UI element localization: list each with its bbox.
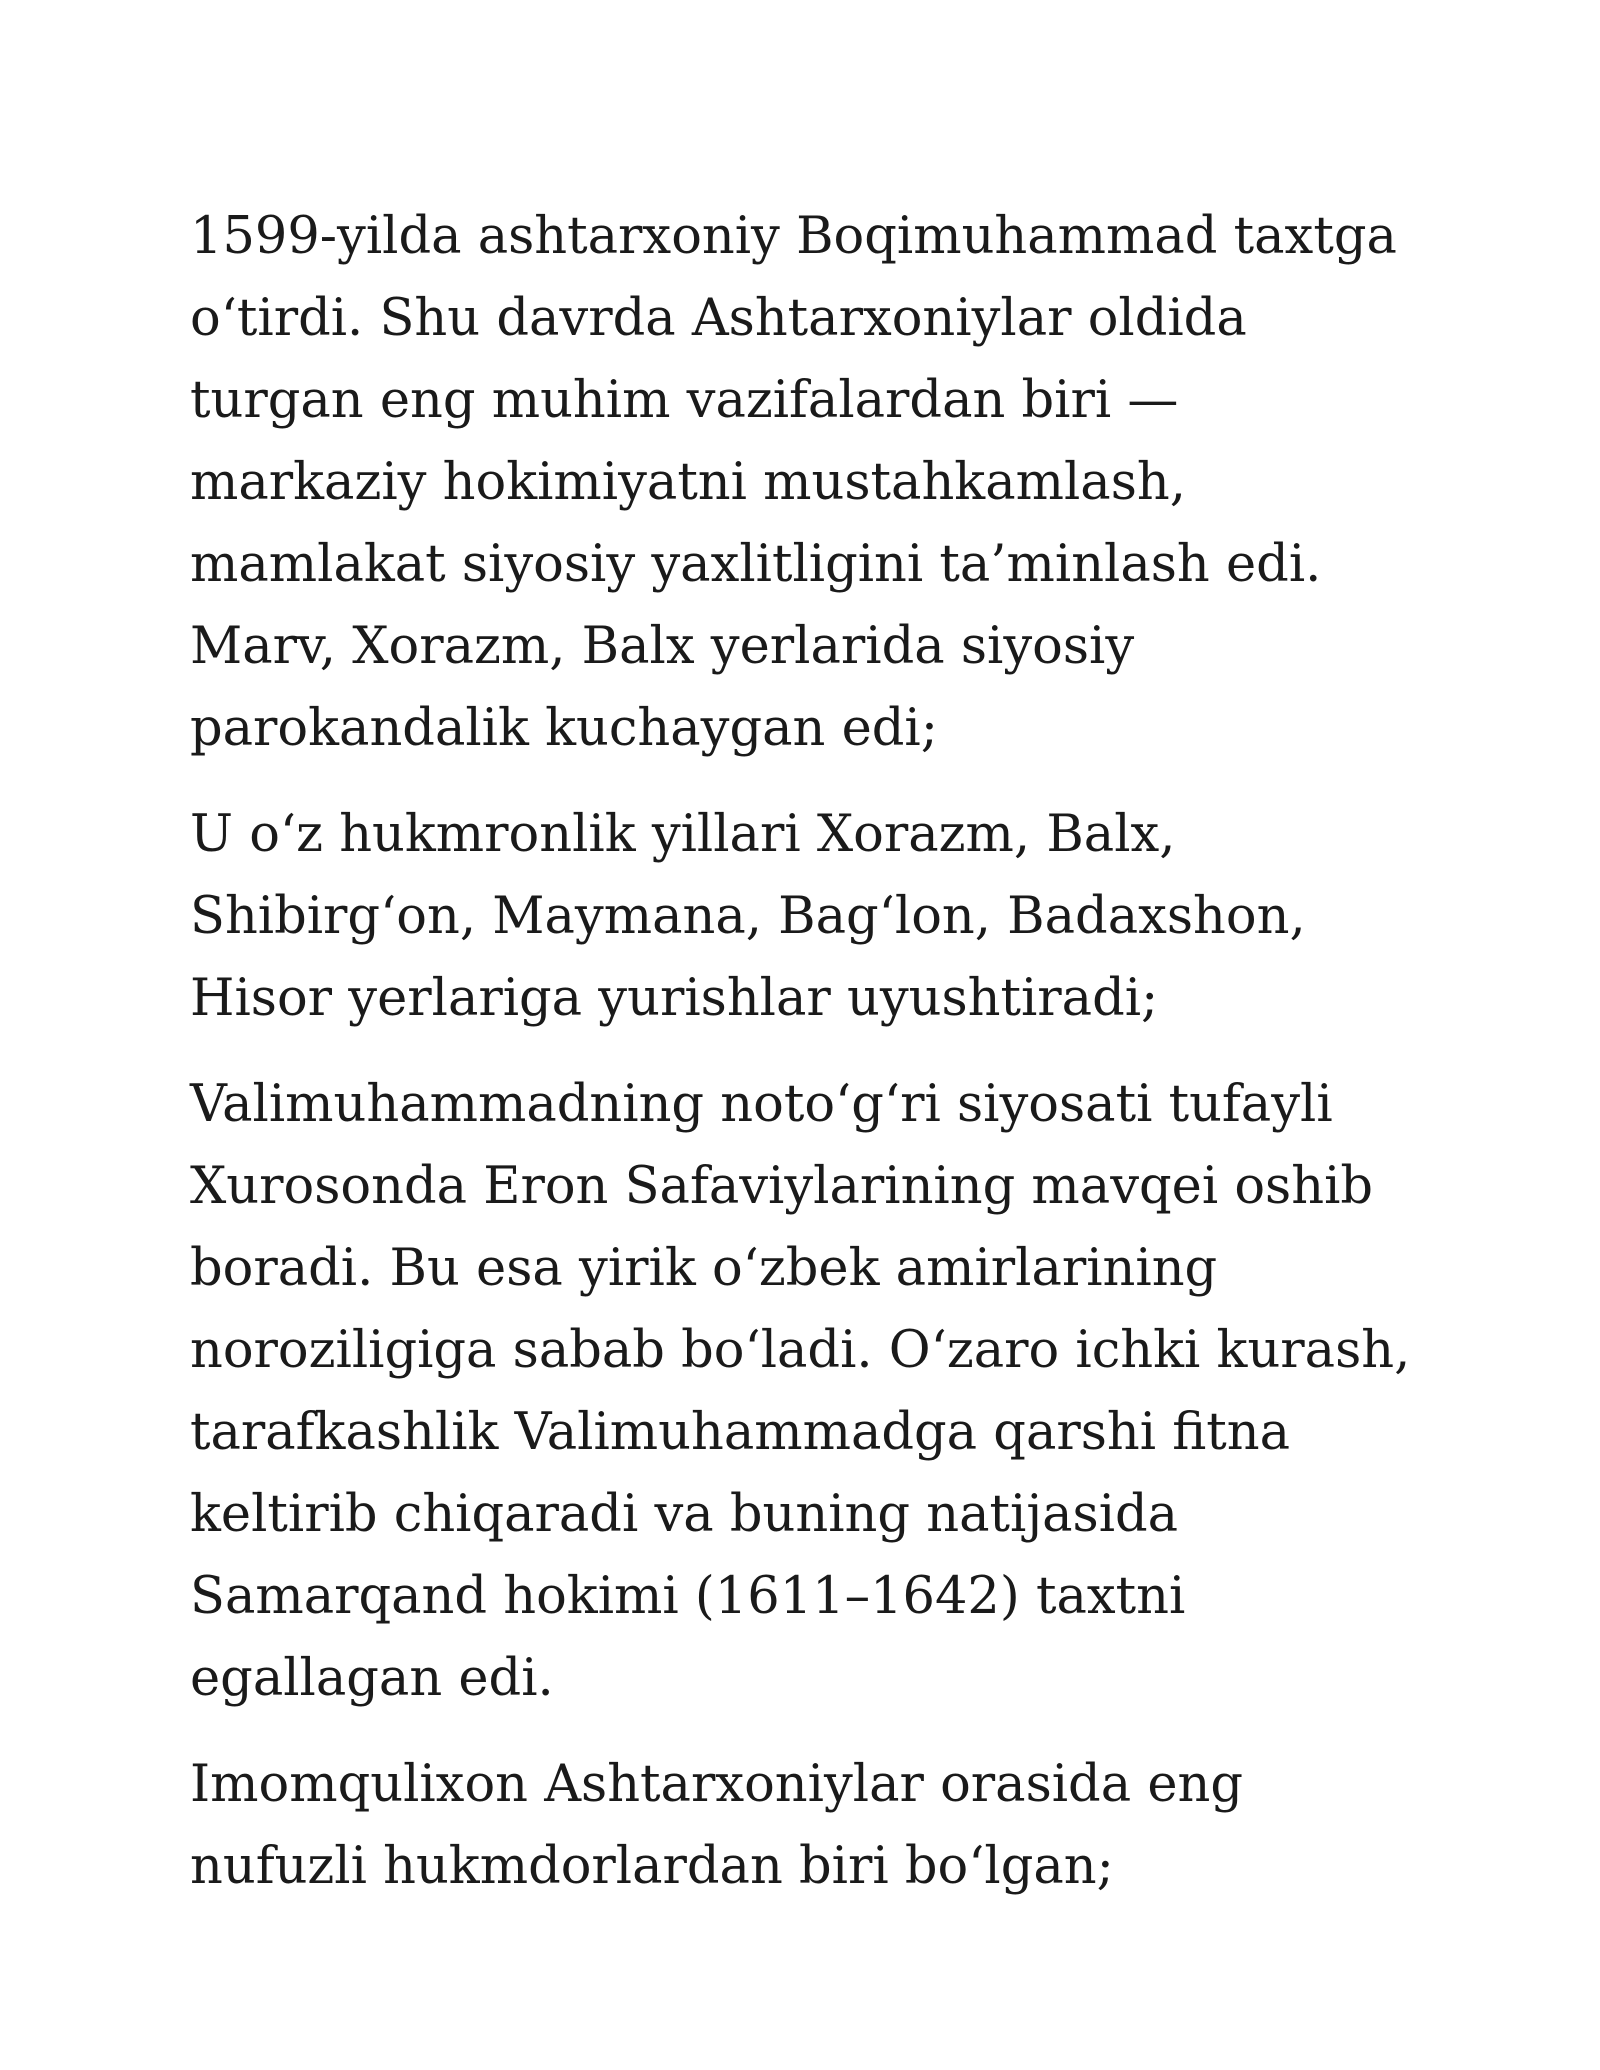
paragraph-imomqulixon: Imomqulixon Ashtarxoniylar orasida eng nufuzli hukmdorlardan biri bo‘lgan; (190, 1755, 1243, 1896)
paragraph-valimuhammad: Valimuhammadning noto‘g‘ri siyosati tufayli Xurosonda Eron Safaviylarining mavqei oshib boradi. Bu esa yirik o‘zbek amirlarining noroziligiga sabab bo‘ladi. O‘zaro ichki kurash, tarafkashlik Valimuhammadga qarshi fitna keltirib chiqaradi va buning natijasida Samarqand hokimi (1611–1642) taxtni egallagan edi. (190, 1075, 1411, 1708)
paragraph-campaigns: U o‘z hukmronlik yillari Xorazm, Balx, Shibirg‘on, Maymana, Bag‘lon, Badaxshon, Hisor yerlariga yurishlar uyushtiradi; (190, 805, 1306, 1028)
document-page (190, 196, 1420, 1932)
paragraph-boqimuhammad: 1599-yilda ashtarxoniy Boqimuhammad taxtga o‘tirdi. Shu davrda Ashtarxoniylar oldida turgan eng muhim vazifalardan biri — markaziy hokimiyatni mustahkamlash, mamlakat siyosiy yaxlitligini ta’minlash edi. Marv, Xorazm, Balx yerlarida siyosiy parokandalik kuchaygan edi; (190, 207, 1397, 758)
